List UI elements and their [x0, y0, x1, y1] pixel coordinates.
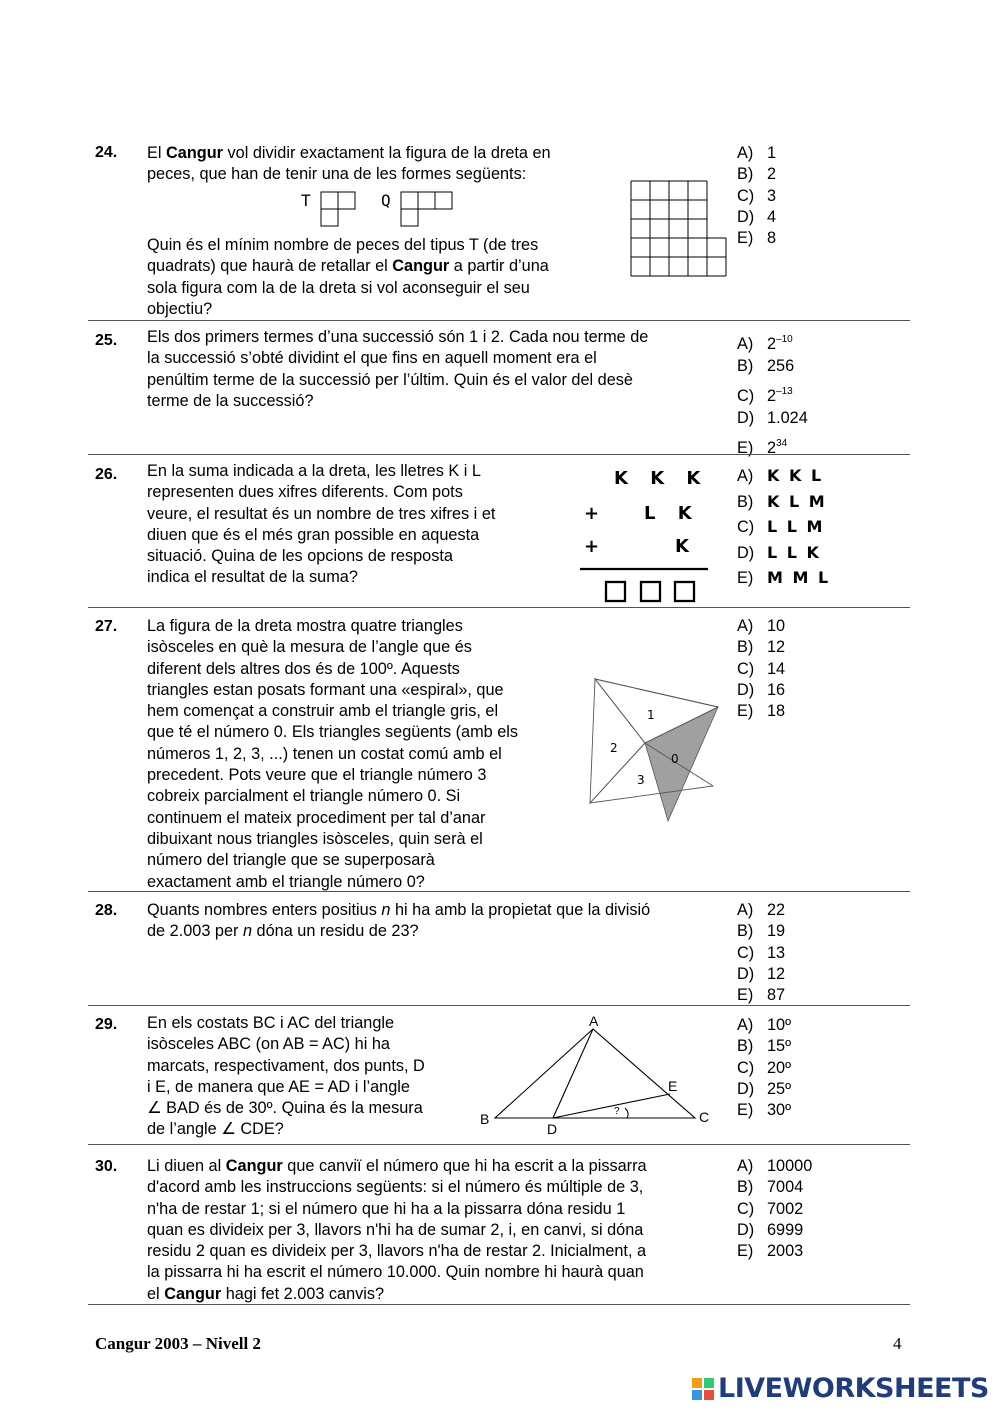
answer-letter: D) [737, 1220, 755, 1239]
logo-tile [704, 1390, 714, 1400]
shape-q-cell [401, 192, 418, 209]
footer-level-text: Nivell 2 [205, 1334, 261, 1353]
divider [88, 454, 910, 455]
answer-letter: E) [737, 569, 754, 587]
text: dibuixant nous triangles isòsceles, quin serà el [147, 829, 483, 848]
text: Els dos primers termes d’una successió són 1 i 2. Cada nou terme de [147, 328, 649, 346]
answer-option[interactable] [737, 943, 785, 964]
sum-result-boxes [578, 565, 713, 605]
text: ∠ BAD és de 30º. Quina és la mesura [147, 1099, 423, 1118]
question-30-text [147, 1156, 732, 1305]
answer-value: 16 [767, 680, 786, 699]
text: cobreix parcialment el triangle número 0. Si [147, 787, 461, 806]
text: residu 2 quan es divideix per 3, llavors n'ha de restar 2. Inicialment, a [147, 1242, 647, 1261]
answer-value: 1.024 [767, 409, 808, 427]
triangle-abc [495, 1029, 695, 1118]
text: isòsceles en què la mesura de l’angle que és [147, 638, 472, 657]
question-29-text [147, 1013, 477, 1141]
vertex-label: C [699, 1109, 710, 1125]
text: En la suma indicada a la dreta, les lletres K i L [147, 462, 481, 480]
question-25-text [147, 327, 732, 412]
answer-value: M M L [767, 568, 831, 587]
answer-value: 3 [767, 186, 777, 205]
answer-letter: A) [737, 1016, 754, 1034]
shape-t-cell [321, 192, 338, 209]
answer-value: 18 [767, 702, 786, 721]
answer-letter: E) [737, 986, 754, 1005]
answer-letter: C) [737, 1199, 755, 1218]
answer-value: 2 [767, 439, 777, 457]
answer-letter: B) [737, 492, 754, 511]
footer-title-text: Cangur 2003 – [95, 1334, 206, 1353]
answer-value: L L K [767, 542, 821, 562]
answer-option[interactable] [737, 1156, 812, 1177]
answer-letter: E) [737, 1101, 754, 1120]
question-24-text [147, 143, 627, 186]
piece-shapes-figure [295, 188, 465, 228]
answer-option[interactable] [737, 659, 785, 680]
text: el [147, 1284, 165, 1303]
text: Li diuen al [147, 1157, 226, 1175]
answer-value: 7004 [767, 1178, 804, 1197]
text: hi ha amb la propietat que la divisió [390, 901, 651, 919]
answer-letter: A) [737, 144, 754, 162]
text-italic: n [242, 922, 253, 941]
text: i E, de manera que AE = AD i l’angle [147, 1077, 410, 1096]
text-italic: n [381, 901, 391, 919]
answer-option[interactable] [737, 379, 808, 405]
divider [88, 320, 910, 321]
answer-option[interactable] [737, 186, 776, 207]
answer-option[interactable] [737, 1079, 791, 1100]
answer-letter: C) [737, 1058, 755, 1077]
page-number: 4 [893, 1334, 902, 1353]
answer-option[interactable] [737, 1199, 812, 1220]
footer-title [95, 1334, 261, 1354]
answers-30 [737, 1156, 812, 1262]
logo-tile [692, 1390, 702, 1400]
divider [88, 607, 910, 608]
answer-value: 12 [767, 964, 786, 983]
answer-option[interactable] [737, 701, 785, 722]
question-number: 25. [95, 332, 118, 349]
text: la successió s’obté dividint el que fins en aquell moment era el [147, 349, 597, 368]
text: la pissarra hi ha escrit el número 10.000. Quin nombre hi haurà quan [147, 1263, 644, 1282]
answer-letter: D) [737, 543, 755, 562]
answer-value: 25º [767, 1079, 792, 1098]
answer-letter: C) [737, 518, 755, 536]
text: Quants nombres enters positius [147, 901, 382, 919]
answer-option[interactable] [737, 1036, 791, 1057]
question-27-text [147, 616, 577, 893]
shape-t-cell [321, 209, 338, 226]
answer-letter: B) [737, 922, 754, 941]
answer-option[interactable] [737, 637, 785, 658]
segment-de [553, 1094, 670, 1118]
answer-letter: B) [737, 1037, 754, 1056]
text: quan es divideix per 3, llavors n'hi ha de sumar 2, i, en canvi, si dóna [147, 1220, 644, 1239]
divider [88, 1005, 910, 1006]
answer-option[interactable] [737, 143, 776, 164]
answer-value: 2 [767, 335, 777, 353]
spiral-triangles-figure [585, 673, 725, 828]
text: a partir d’una [449, 257, 549, 276]
answer-letter: B) [737, 1178, 754, 1197]
text: isòsceles ABC (on AB = AC) hi ha [147, 1035, 390, 1054]
text: terme de la successió? [147, 391, 314, 410]
text: quadrats) que haurà de retallar el [147, 257, 393, 276]
answers-25 [737, 327, 808, 457]
answer-value: 256 [767, 357, 795, 375]
answer-value: K K L [767, 466, 824, 485]
answer-letter: D) [737, 207, 755, 226]
answer-option[interactable] [737, 463, 830, 489]
vertex-label: D [547, 1121, 558, 1137]
answer-option[interactable] [737, 540, 830, 566]
text: de 2.003 per [147, 922, 243, 941]
answer-value: 10º [767, 1016, 792, 1034]
question-26-text [147, 461, 567, 589]
answer-value: 6999 [767, 1220, 804, 1239]
triangle-label: 3 [637, 773, 645, 787]
text-bold: Cangur [225, 1157, 283, 1175]
answer-option[interactable] [737, 228, 776, 249]
text: hagi fet 2.003 canvis? [221, 1284, 385, 1303]
answer-option[interactable] [737, 900, 785, 921]
triangle-label: 0 [671, 752, 679, 766]
answer-option[interactable] [737, 514, 830, 540]
triangle-label: 1 [647, 708, 655, 722]
answer-value: 10 [767, 617, 786, 635]
text: veure, el resultat és un nombre de tres xifres i et [147, 504, 496, 523]
text: de l’angle ∠ CDE? [147, 1120, 284, 1139]
question-24-text-2 [147, 235, 617, 320]
text: peces, que han de tenir una de les formes següents: [147, 165, 527, 184]
answer-option[interactable] [737, 327, 808, 353]
answer-value: 8 [767, 229, 777, 248]
text-bold: Cangur [164, 1284, 222, 1303]
sum-plus-sign: + [584, 536, 600, 557]
answer-option[interactable] [737, 921, 785, 942]
logo-tile [704, 1378, 714, 1388]
shape-q-cell [418, 192, 435, 209]
vertex-label: E [668, 1078, 678, 1094]
answer-value: 2003 [767, 1242, 804, 1261]
answers-26 [737, 463, 830, 591]
text: precedent. Pots veure que el triangle número 3 [147, 766, 487, 785]
answer-letter: B) [737, 357, 754, 375]
answer-letter: E) [737, 1242, 754, 1261]
answers-27 [737, 616, 785, 722]
answer-value: 12 [767, 638, 786, 657]
question-number: 27. [95, 618, 118, 635]
answer-option[interactable] [737, 964, 785, 985]
text-bold: Cangur [392, 257, 450, 276]
text: d'acord amb les instruccions següents: si el número és múltiple de 3, [147, 1178, 644, 1197]
answers-29 [737, 1015, 791, 1121]
answer-value: 1 [767, 144, 777, 162]
text: exactament amb el triangle número 0? [147, 872, 425, 891]
text: El [147, 144, 167, 162]
answer-exponent: –10 [776, 334, 793, 345]
text: n'ha de restar 1; si el número que hi ha a la pissarra dóna residu 1 [147, 1199, 626, 1218]
answer-exponent: 34 [776, 438, 788, 449]
answer-option[interactable] [737, 680, 785, 701]
text: indica el resultat de la suma? [147, 568, 358, 587]
text: La figura de la dreta mostra quatre triangles [147, 617, 463, 635]
text: número del triangle que se superposarà [147, 851, 435, 870]
answer-letter: C) [737, 943, 755, 962]
answer-option[interactable] [737, 985, 785, 1006]
answer-letter: A) [737, 617, 754, 635]
answer-letter: A) [737, 467, 754, 485]
text: triangles estan posats formant una «espiral», que [147, 680, 504, 699]
answer-letter: A) [737, 335, 754, 353]
logo-tile [692, 1378, 702, 1388]
answer-value: 20º [767, 1058, 792, 1077]
angle-arc [625, 1108, 628, 1118]
grid-figure [630, 180, 730, 278]
answer-value: 19 [767, 922, 786, 941]
answer-letter: D) [737, 409, 755, 427]
answer-value: 2 [767, 165, 777, 184]
answer-letter: B) [737, 638, 754, 657]
result-box [606, 582, 625, 601]
grid-lines [631, 181, 726, 276]
answer-option[interactable] [737, 1177, 812, 1198]
text: números 1, 2, 3, ...) tenen un costat comú amb el [147, 744, 502, 763]
answers-28 [737, 900, 785, 1006]
answer-value: 15º [767, 1037, 792, 1056]
sum-row-3: K [675, 536, 689, 557]
text: representen dues xifres diferents. Com pots [147, 483, 463, 502]
divider [88, 891, 910, 892]
answer-letter: C) [737, 387, 755, 405]
question-number: 30. [95, 1158, 118, 1175]
vertex-label: A [589, 1013, 599, 1029]
liveworksheets-logo-icon [692, 1378, 714, 1400]
answer-value: L L M [767, 517, 825, 536]
triangle-label: 2 [610, 741, 618, 755]
text: hem començat a construir amb el triangle gris, el [147, 702, 499, 721]
answers-24 [737, 143, 776, 249]
sum-plus-sign: + [584, 503, 600, 524]
result-box [641, 582, 660, 601]
question-number: 24. [95, 144, 118, 161]
question-number: 28. [95, 902, 118, 919]
answer-letter: E) [737, 439, 754, 457]
answer-value: 7002 [767, 1199, 804, 1218]
answer-exponent: –13 [776, 386, 793, 397]
liveworksheets-brand[interactable]: LIVEWORKSHEETS [718, 1373, 989, 1404]
answer-value: 14 [767, 659, 786, 678]
answer-letter: D) [737, 964, 755, 983]
divider [88, 1144, 910, 1145]
answer-option[interactable] [737, 616, 785, 637]
triangle-abc-figure [475, 1012, 720, 1140]
answer-option[interactable] [737, 1241, 812, 1262]
answer-letter: D) [737, 680, 755, 699]
shape-t-cell [338, 192, 355, 209]
answer-value: 2 [767, 387, 777, 405]
answer-option[interactable] [737, 405, 808, 431]
shape-t-label: T [301, 191, 311, 210]
text: En els costats BC i AC del triangle [147, 1014, 395, 1032]
answer-option[interactable] [737, 1058, 791, 1079]
unknown-angle-label: ? [614, 1106, 620, 1117]
answer-letter: A) [737, 901, 754, 919]
answer-value: 4 [767, 207, 777, 226]
text: dóna un residu de 23? [252, 922, 419, 941]
segment-ad [553, 1029, 593, 1118]
text: Quin és el mínim nombre de peces del tipus T (de tres [147, 236, 539, 254]
answer-letter: E) [737, 702, 754, 721]
answer-letter: C) [737, 659, 755, 678]
answer-value: 10000 [767, 1157, 813, 1175]
text: vol dividir exactament la figura de la dreta en [223, 144, 551, 162]
answer-option[interactable] [737, 207, 776, 228]
text: continuem el mateix procediment per tal d’anar [147, 808, 486, 827]
answer-value: 87 [767, 986, 786, 1005]
answer-value: 22 [767, 901, 786, 919]
text: penúltim terme de la successió per l’últim. Quin és el valor del desè [147, 370, 633, 389]
answer-letter: B) [737, 165, 754, 184]
text: situació. Quina de les opcions de resposta [147, 547, 453, 566]
answer-value: K L M [767, 491, 827, 511]
answer-letter: A) [737, 1157, 754, 1175]
text-bold: Cangur [166, 144, 223, 162]
answer-letter: E) [737, 229, 754, 248]
answer-value: 13 [767, 943, 786, 962]
answer-option[interactable] [737, 489, 830, 515]
answer-letter: C) [737, 186, 755, 205]
text: diuen que és el més gran possible en aquesta [147, 525, 480, 544]
shape-q-cell [401, 209, 418, 226]
text: marcats, respectivament, dos punts, D [147, 1056, 425, 1075]
text: sola figura com la de la dreta si vol aconseguir el seu [147, 278, 530, 297]
text: objectiu? [147, 299, 213, 318]
question-number: 26. [95, 466, 118, 483]
question-28-text [147, 900, 732, 943]
answer-option[interactable] [737, 1100, 791, 1121]
text: diferent dels altres dos és de 100º. Aquests [147, 659, 460, 678]
answer-option[interactable] [737, 565, 830, 591]
grid-lines [631, 181, 726, 276]
answer-option[interactable] [737, 1220, 812, 1241]
text: que té el número 0. Els triangles següents (amb els [147, 723, 519, 742]
triangle-0-shaded [645, 707, 718, 821]
answer-option[interactable] [737, 353, 808, 379]
text: que canviï el número que hi ha escrit a la pissarra [282, 1157, 647, 1175]
shape-q-cell [435, 192, 452, 209]
sum-row-2: L K [644, 503, 700, 524]
question-number: 29. [95, 1016, 118, 1033]
result-box [675, 582, 694, 601]
answer-letter: D) [737, 1079, 755, 1098]
shape-q-label: Q [381, 191, 391, 210]
sum-row-1: K K K [614, 468, 709, 489]
divider [88, 1304, 910, 1305]
answer-value: 30º [767, 1101, 792, 1120]
answer-option[interactable] [737, 1015, 791, 1036]
answer-option[interactable] [737, 164, 776, 185]
vertex-label: B [480, 1111, 490, 1127]
